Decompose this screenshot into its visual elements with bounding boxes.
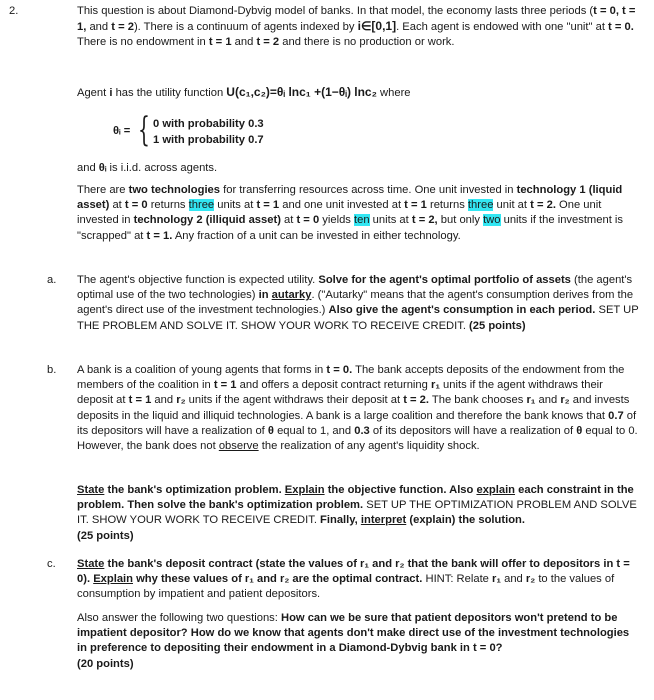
question-intro: This question is about Diamond-Dybvig model of banks. In that model, the economy lasts three periods (t = 0, t = 1, and t = 2). There is a continuum of agents indexed by i∈[0,1]. Each agent is endowed with one "unit" at t = 0. There is no endowment in t = 1 and t = 2 and there is no production or work. — [77, 5, 636, 49]
utility-function: Agent i has the utility function U(c₁,c₂)=θᵢ lnc₁ +(1−θᵢ) lnc₂ where — [77, 85, 411, 99]
part-b-label: b. — [47, 364, 57, 376]
technologies-paragraph: There are two technologies for transferring resources across time. One unit invested in technology 1 (liquid asset) at t = 0 returns three units at t = 1 and one unit invested at t = 1 returns three unit at t = 2. One unit invested in technology 2 (illiquid asset) at t = 0 yields ten units at t = 2, but only two units if the investment is "scrapped" at t = 1. Any fraction of a unit can be invested in either technology. — [77, 184, 623, 242]
part-b-text: A bank is a coalition of young agents that forms in t = 0. The bank accepts deposits of the endowment from the members of the coalition in t = 1 and offers a deposit contract returning r₁ units if the agent withdraws their deposit at t = 1 and r₂ units if the agent withdraws their deposit at t = 2. The bank chooses r₁ and r₂ and invests deposits in the liquid and illiquid technologies. A bank is a large coalition and therefore the bank knows that 0.7 of its depositors will have a realization of θ equal to 1, and 0.3 of its depositors will have a realization of θ equal to 0. However, the bank does not observe the realization of any agent's liquidity shock. — [77, 364, 638, 453]
theta-case-0: 0 with probability 0.3 — [153, 118, 264, 130]
part-b-instructions: State the bank's optimization problem. Explain the objective function. Also explain each constraint in the problem. Then solve the bank's optimization problem. SET UP THE OPTIMIZATION PROBLEM AND SOLVE IT. SHOW YOUR WORK TO RECEIVE CREDIT. Finally, interpret (explain) the solution. (25 points) — [77, 484, 637, 542]
highlight-three: three — [467, 199, 494, 212]
highlight-two: two — [483, 214, 501, 227]
highlight-three: three — [188, 199, 215, 212]
part-a-label: a. — [47, 274, 57, 286]
theta-case-1: 1 with probability 0.7 — [153, 134, 264, 146]
part-c-text: State the bank's deposit contract (state the values of r₁ and r₂ that the bank will offer to depositors in t = 0). Explain why these values of r₁ and r₂ are the optimal contract. HINT: Relate r₁ and r₂ to the values of consumption by impatient and patient depositors. — [77, 558, 630, 601]
part-c-questions: Also answer the following two questions: How can we be sure that patient depositors won't pretend to be impatient depositor? How do we know that agents don't make direct use of the investment technologies in preference to depositing their endowment in a Diamond-Dybvig bank in t = 0? (20 points) — [77, 612, 630, 670]
part-c-label: c. — [47, 558, 56, 570]
highlight-ten: ten — [354, 214, 370, 227]
part-a-text: The agent's objective function is expected utility. Solve for the agent's optimal portfolio of assets (the agent's optimal use of the two technologies) in autarky. ("Autarky" means that the agent's consumption derives from the agent's direct use of the investment technologies.) Also give the agent's consumption in each period. SET UP THE PROBLEM AND SOLVE IT. SHOW YOUR WORK TO RECEIVE CREDIT. (25 points) — [77, 274, 639, 332]
iid-statement: and θᵢ is i.i.d. across agents. — [77, 162, 218, 174]
question-number: 2. — [9, 5, 19, 17]
